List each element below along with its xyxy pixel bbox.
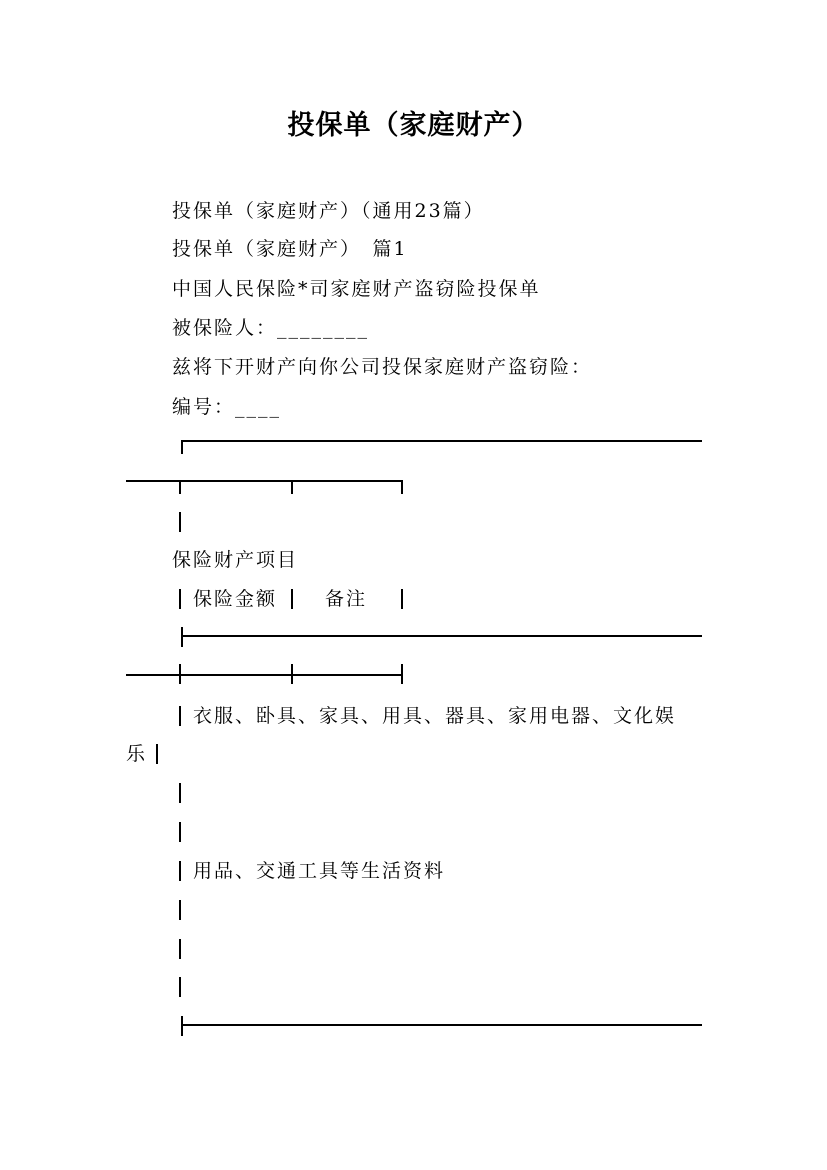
table-header-item: 保险财产项目 (172, 549, 299, 571)
table-separator-tick (181, 1016, 183, 1036)
subtitle-line: 投保单（家庭财产）（通用23篇） (172, 200, 485, 222)
table-left-border (179, 706, 181, 726)
table-separator (181, 635, 702, 637)
table-row-item-text: 用品、交通工具等生活资料 (193, 860, 446, 882)
table-row-item-text: 衣服、卧具、家具、用具、器具、家用电器、文化娱 (193, 705, 677, 727)
section-heading: 投保单（家庭财产） 篇1 (172, 238, 408, 260)
table-separator-tick (401, 664, 403, 684)
table-separator-tick (179, 664, 181, 684)
table-left-border (179, 977, 181, 997)
table-corner-top-left (181, 440, 183, 454)
table-left-border (179, 512, 181, 532)
table-divider-tick (179, 480, 181, 494)
statement-line: 兹将下开财产向你公司投保家庭财产盗窃险： (172, 356, 593, 378)
table-left-border (179, 939, 181, 959)
table-left-border (179, 822, 181, 842)
table-cell-border (401, 589, 403, 609)
table-bottom-separator (181, 1024, 702, 1026)
table-corner-top-right (401, 480, 403, 494)
table-header-remarks: 备注 (325, 588, 368, 610)
table-left-border (179, 900, 181, 920)
insured-field: 被保险人：________ (172, 317, 370, 339)
table-cell-border (291, 589, 293, 609)
table-top-border-continued (126, 480, 403, 482)
page-title: 投保单（家庭财产） (287, 110, 540, 141)
table-divider-tick (291, 480, 293, 494)
table-left-border (179, 861, 181, 881)
table-header-amount: 保险金额 (193, 588, 278, 610)
table-cell-border (156, 744, 158, 764)
table-separator-tick (291, 664, 293, 684)
table-cell-border (179, 589, 181, 609)
number-field: 编号：____ (172, 396, 282, 418)
table-row-item-text-continued: 乐 (126, 743, 148, 765)
table-left-border (179, 783, 181, 803)
table-separator-tick (181, 627, 183, 647)
table-top-border (181, 440, 702, 442)
form-heading: 中国人民保险*司家庭财产盗窃险投保单 (172, 278, 541, 300)
table-separator-continued (126, 674, 403, 676)
